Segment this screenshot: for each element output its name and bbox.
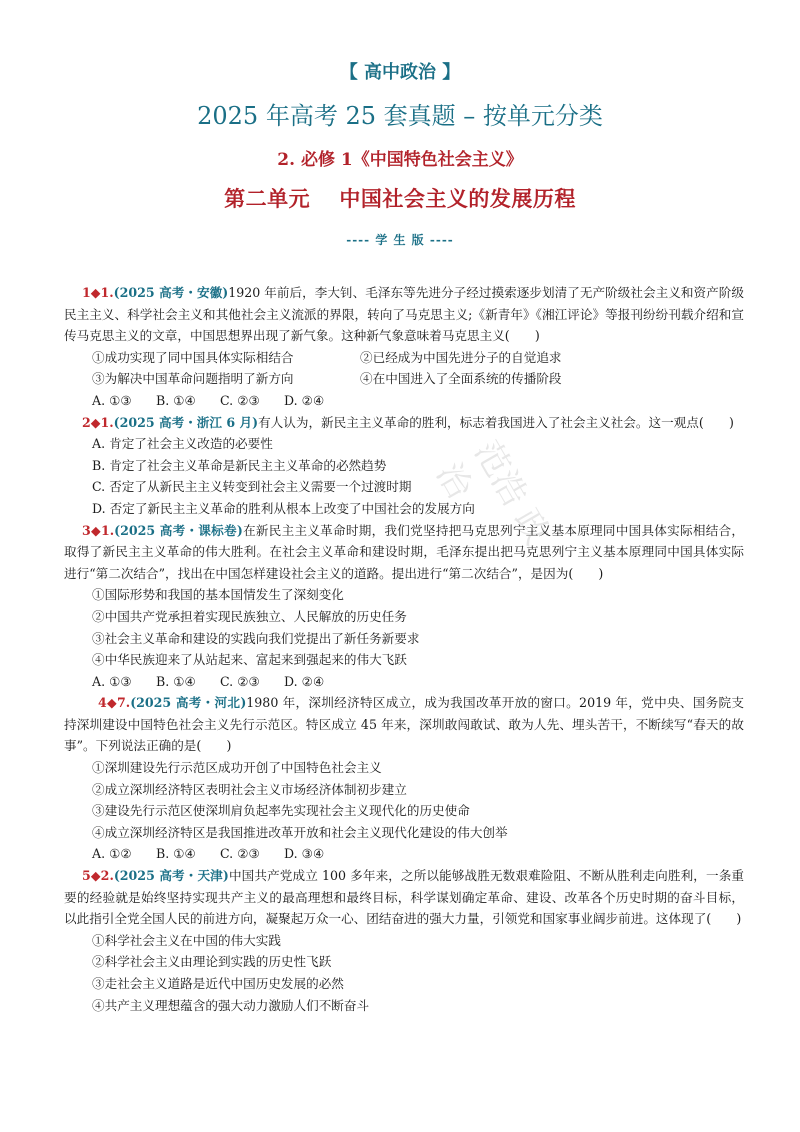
answer-choice: C. ②③: [220, 673, 260, 689]
answer-choice: D. ②④: [284, 392, 325, 408]
option-row: [64, 368, 744, 390]
option-item: ③社会主义革命和建设的实践向我们党提出了新任务新要求: [92, 630, 420, 646]
answer-choice: D. ③④: [284, 846, 325, 862]
question-number: 2◆1.: [82, 414, 114, 430]
option-item: ④中华民族迎来了从站起来、富起来到强起来的伟大飞跃: [92, 652, 407, 668]
question-number: 4◆7.: [98, 695, 131, 711]
question-number: 5◆2.: [82, 868, 114, 884]
answer-choices: [64, 390, 744, 412]
answer-choice: C. ②③: [220, 392, 260, 408]
option-item: ②已经成为中国先进分子的自觉追求: [360, 349, 562, 365]
option-item: B. 肯定了社会主义革命是新民主主义革命的必然趋势: [92, 457, 387, 473]
answer-choice: B. ①④: [156, 846, 196, 862]
option-item: ④在中国进入了全面系统的传播阶段: [360, 371, 562, 387]
answer-choice: C. ②③: [220, 846, 260, 862]
textbook-heading: 2. 必修 1《中国特色社会主义》: [277, 150, 523, 170]
question-4: [64, 692, 744, 865]
option-item: D. 否定了新民主主义革命的胜利从根本上改变了中国社会的发展方向: [92, 500, 475, 516]
option-item: ②科学社会主义由理论到实践的历史性飞跃: [92, 954, 332, 970]
answer-choice: A. ①②: [92, 846, 132, 862]
option-item: ④共产主义理想蕴含的强大动力激励人们不断奋斗: [92, 997, 370, 1013]
subject-heading: 【 高中政治 】: [339, 62, 461, 83]
question-text: 中国共产党成立 100 多年来，之所以能够战胜无数艰难险阻、不断从胜利走向胜利，一条重要的经验就是始终坚持实现共产主义的最高理想和最终目标，科学谋划确定革命、建设、改革各个历史时期的奋斗目标，以此指引全党全国人民的前进方向，凝聚起万众一心、团结奋进的强大力量，引领党和国家事业阔步前进。这体现了( ): [64, 868, 744, 927]
option-item: A. 肯定了社会主义改造的必要性: [92, 436, 273, 452]
question-stem: [64, 520, 744, 585]
watermark: 范浩 政治: [428, 434, 558, 552]
option-item: ①深圳建设先行示范区成功开创了中国特色社会主义: [92, 760, 382, 776]
question-text: 有人认为，新民主主义革命的胜利，标志着我国进入了社会主义社会。这一观点( ): [258, 414, 734, 430]
question-stem: [64, 692, 744, 757]
question-number: 1◆1.: [82, 285, 114, 300]
option-item: C. 否定了从新民主主义转变到社会主义需要一个过渡时期: [92, 479, 412, 495]
question-stem: [64, 282, 744, 347]
answer-choice: A. ①③: [92, 392, 132, 408]
option-item: ①成功实现了同中国具体实际相结合: [92, 349, 294, 365]
answer-choice: D. ②④: [284, 673, 325, 689]
edition-label: ---- 学 生 版 ----: [346, 233, 454, 247]
option-item: ④成立深圳经济特区是我国推进改革开放和社会主义现代化建设的伟大创举: [92, 824, 508, 840]
answer-choices: [64, 671, 744, 693]
question-source: (2025 高考・天津): [113, 868, 229, 884]
unit-heading: 第二单元 中国社会主义的发展历程: [224, 186, 576, 211]
answer-choice: A. ①③: [92, 673, 132, 689]
question-text: 在新民主主义革命时期，我们党坚持把马克思列宁主义基本原理同中国具体实际相结合，取得了新民主主义革命的伟大胜利。在社会主义革命和建设时期，毛泽东提出把马克思列宁主义基本原理同中国具体实际进行“第二次结合”，找出在中国怎样建设社会主义的道路。提出进行“第二次结合”，是因为( ): [64, 522, 744, 581]
option-item: ③建设先行示范区使深圳肩负起率先实现社会主义现代化的历史使命: [92, 803, 470, 819]
option-row: [64, 347, 744, 369]
question-1: [64, 282, 744, 412]
option-item: ①国际形势和我国的基本国情发生了深刻变化: [92, 587, 344, 603]
question-stem: [64, 412, 744, 434]
option-item: ②中国共产党承担着实现民族独立、人民解放的历史任务: [92, 608, 407, 624]
question-5: [64, 865, 744, 1016]
document-title: 2025 年高考 25 套真题 – 按单元分类: [197, 102, 603, 130]
question-source: (2025 高考・河北): [130, 695, 247, 711]
answer-choices: [64, 843, 744, 865]
question-text: 1980 年，深圳经济特区成立，成为我国改革开放的窗口。2019 年，党中央、国务院支持深圳建设中国特色社会主义先行示范区。特区成立 45 年来，深圳敢闯敢试、敢为人先、埋头苦干，不断续写“春天的故事”。下列说法正确的是( ): [64, 695, 744, 754]
option-item: ③为解决中国革命问题指明了新方向: [92, 371, 294, 387]
answer-choice: B. ①④: [156, 673, 196, 689]
option-item: ②成立深圳经济特区表明社会主义市场经济体制初步建立: [92, 781, 407, 797]
question-list: [64, 282, 744, 1016]
question-number: 3◆1.: [82, 522, 115, 538]
answer-choice: B. ①④: [156, 392, 196, 408]
question-stem: [64, 865, 744, 930]
question-2: [64, 412, 744, 520]
question-source: (2025 高考・课标卷): [114, 522, 243, 538]
question-source: (2025 高考・安徽): [113, 285, 229, 300]
question-text: 1920 年前后，李大钊、毛泽东等先进分子经过摸索逐步划清了无产阶级社会主义和资产阶级民主主义、科学社会主义和其他社会主义流派的界限，转向了马克思主义;《新青年》《湘江评论》等报刊纷纷刊载介绍和宣传马克思主义的文章，中国思想界出现了新气象。这种新气象意味着马克思主义( ): [64, 285, 744, 344]
question-3: [64, 520, 744, 693]
option-item: ③走社会主义道路是近代中国历史发展的必然: [92, 976, 344, 991]
question-source: (2025 高考・浙江 6 月): [113, 414, 259, 430]
option-item: ①科学社会主义在中国的伟大实践: [92, 932, 281, 948]
